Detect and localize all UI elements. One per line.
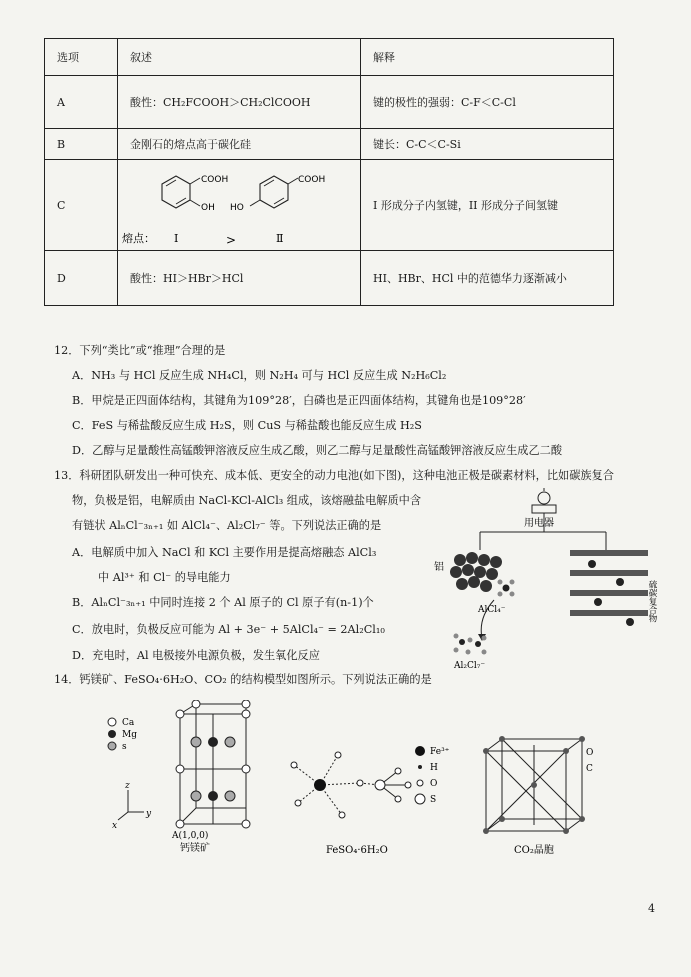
legend-s: s: [122, 742, 127, 752]
co2-c-label: C: [586, 764, 593, 774]
option-b: B: [45, 129, 118, 160]
ho-label: HO: [230, 203, 244, 213]
header-option: 选项: [45, 39, 118, 76]
mp-label: 熔点：: [122, 232, 155, 245]
explanation-c: I 形成分子内氢键，II 形成分子间氢键: [361, 160, 614, 251]
al2cl7-label: Al₂Cl₇⁻: [454, 661, 486, 671]
q13-option-b: B．AlₙCl⁻₃ₙ₊₁ 中同时连接 2 个 Al 原子的 Cl 原子有(n-1)个: [72, 596, 374, 609]
statement-c: [118, 160, 361, 251]
q13-option-d: D．充电时，Al 电极接外电源负极，发生氧化反应: [72, 649, 320, 662]
statement-a: 酸性：CH₂FCOOH＞CH₂ClCOOH: [118, 76, 361, 129]
table-row: [45, 129, 614, 160]
option-c: C: [45, 160, 118, 251]
perovskite-figure: [100, 700, 260, 860]
al-label: 铝: [434, 562, 444, 573]
device-label: 用电器: [524, 518, 554, 529]
explanation-b: 键长：C-C＜C-Si: [361, 129, 614, 160]
q12-option-c: C．FeS 与稀盐酸反应生成 H₂S，则 CuS 与稀盐酸也能反应生成 H₂S: [72, 419, 422, 432]
q12-option-a: A．NH₃ 与 HCl 反应生成 NH₄Cl，则 N₂H₄ 可与 HCl 反应生成 N₂H₆Cl₂: [72, 369, 447, 382]
alcl4-label: AlCl₄⁻: [478, 605, 506, 615]
cube-lattice: [180, 704, 246, 824]
table-row: [45, 76, 614, 129]
q12-stem: 12．下列“类比”或“推理”合理的是: [54, 344, 226, 357]
q12-option-b: B．甲烷是正四面体结构，其键角为109°28′，白磷也是正四面体结构，其键角也是109°28′: [72, 394, 526, 407]
page-number: 4: [648, 902, 655, 915]
legend-fe: Fe³⁺: [430, 747, 450, 757]
feso4-figure: [280, 735, 460, 855]
axis-y: y: [146, 809, 152, 819]
label-ii: Ⅱ: [276, 232, 284, 245]
caption-feso4: FeSO₄·6H₂O: [326, 845, 388, 855]
legend-h: H: [430, 763, 438, 773]
point-a-label: A(1,0,0): [172, 831, 209, 841]
oh-label: OH: [201, 203, 215, 213]
label-i: I: [174, 232, 179, 245]
axis-z: z: [125, 781, 130, 791]
header-explanation: 解释: [361, 39, 614, 76]
cooh-label: COOH: [201, 175, 229, 185]
graphite-electrode: [570, 550, 648, 626]
option-a: A: [45, 76, 118, 129]
table-row: [45, 160, 614, 251]
co2-o-label: O: [586, 748, 594, 758]
cooh-label-2: COOH: [298, 175, 326, 185]
battery-figure: [420, 488, 670, 678]
explanation-a: 键的极性的强弱：C-F＜C-Cl: [361, 76, 614, 129]
q13-line3: 有链状 AlₙCl⁻₃ₙ₊₁ 如 AlCl₄⁻、Al₂Cl₇⁻ 等。下列说法正确的是: [72, 519, 382, 532]
q14-stem: 14．钙镁矿、FeSO₄·6H₂O、CO₂ 的结构模型如图所示。下列说法正确的是: [54, 673, 432, 686]
axes: [118, 790, 144, 820]
explanation-d: HI、HBr、HCl 中的范德华力逐渐减小: [361, 251, 614, 306]
table-row: [45, 251, 614, 306]
legend-ca: Ca: [122, 718, 135, 728]
option-d: D: [45, 251, 118, 306]
q13-option-a-cont: 中 Al³⁺ 和 Cl⁻ 的导电能力: [98, 571, 231, 584]
legend-sulfur: S: [430, 795, 437, 805]
legend-mg: Mg: [122, 730, 137, 740]
aluminium-electrode: [450, 552, 502, 592]
gt-sign: >: [226, 233, 237, 247]
axis-x: x: [112, 821, 118, 831]
header-statement: 叙述: [118, 39, 361, 76]
structures-figure: [122, 162, 332, 250]
q12-option-d: D．乙醇与足量酸性高锰酸钾溶液反应生成乙酸，则乙二醇与足量酸性高锰酸钾溶液反应生成乙二酸: [72, 444, 563, 457]
legend-o: O: [430, 779, 438, 789]
q13-option-a: A．电解质中加入 NaCl 和 KCl 主要作用是提高熔融态 AlCl₃: [72, 546, 377, 559]
q13-option-c: C．放电时，负极反应可能为 Al + 3e⁻ + 5AlCl₄⁻ = 2Al₂Cl₁₀: [72, 623, 385, 636]
options-table: [44, 38, 614, 306]
graphite-label: 硫碳复合物: [647, 580, 657, 623]
q13-line2: 物，负极是铝，电解质由 NaCl-KCl-AlCl₃ 组成，该熔融盐电解质中含: [72, 494, 422, 507]
statement-d: 酸性：HI＞HBr＞HCl: [118, 251, 361, 306]
caption-perovskite: 钙镁矿: [180, 843, 210, 854]
q13-line1: 13．科研团队研发出一种可快充、成本低、更安全的动力电池(如下图)，这种电池正极是碳素材料，比如碳族复合: [54, 469, 614, 482]
caption-co2: CO₂晶胞: [514, 845, 554, 856]
co2-crystal-figure: [478, 735, 608, 865]
statement-b: 金刚石的熔点高于碳化硅: [118, 129, 361, 160]
